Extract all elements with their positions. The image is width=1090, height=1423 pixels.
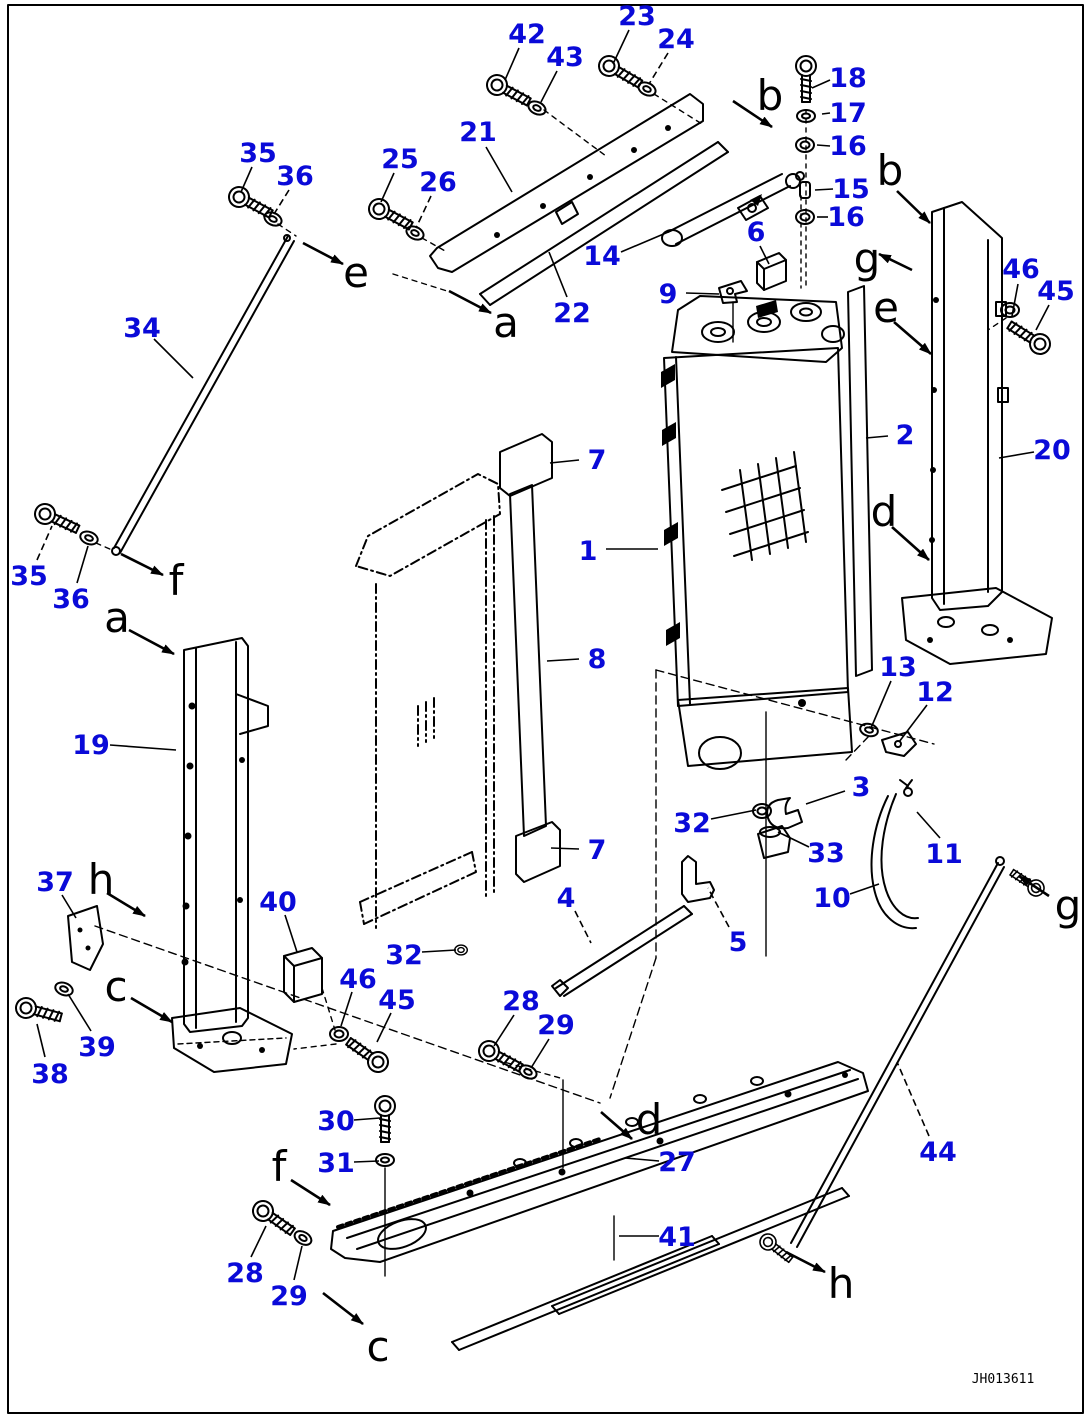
leader-12 (899, 705, 927, 742)
leader-32c (711, 810, 756, 819)
leader-13 (871, 681, 891, 728)
view-letter-f-2: f (271, 1142, 287, 1191)
leader-43 (541, 71, 557, 102)
leader-29t (531, 1039, 549, 1068)
leader-30 (354, 1118, 380, 1120)
callout-20: 20 (1033, 435, 1071, 466)
view-letter-h-1: h (87, 855, 115, 904)
callout-24: 24 (657, 24, 695, 55)
callout-5: 5 (728, 927, 748, 958)
callout-21: 21 (459, 117, 497, 148)
callout-33: 33 (807, 838, 845, 869)
view-letter-f-1: f (168, 556, 184, 605)
callout-34: 34 (123, 313, 161, 344)
leader-24 (649, 53, 668, 84)
callout-40: 40 (259, 887, 297, 918)
leader-27 (625, 1158, 659, 1161)
leader-35L (37, 526, 52, 560)
left-hardware-art (32, 501, 112, 550)
callout-43: 43 (546, 42, 584, 73)
callout-25: 25 (381, 144, 419, 175)
view-letter-h-2: h (827, 1259, 855, 1308)
view-letter-c-2: c (366, 1322, 390, 1371)
view-letter-g-2: g (1054, 881, 1082, 930)
leader-9 (686, 293, 719, 294)
callout-7t: 7 (587, 445, 607, 476)
callout-31: 31 (317, 1148, 355, 1179)
side-strip-2-art (848, 286, 872, 676)
callout-38: 38 (31, 1059, 69, 1090)
callout-23: 23 (618, 1, 656, 32)
leader-31 (354, 1161, 379, 1162)
leader-33 (778, 832, 809, 847)
callout-12: 12 (916, 677, 954, 708)
leader-40 (285, 915, 297, 952)
leader-26 (416, 196, 431, 228)
leader-42 (505, 48, 519, 80)
leader-18 (812, 80, 830, 88)
callout-29b: 29 (270, 1281, 308, 1312)
view-letter-e-1: e (343, 248, 369, 297)
view-letter-g-1: g (853, 234, 881, 283)
leader-36L (77, 546, 88, 583)
leader-44 (897, 1062, 929, 1136)
clamp-9-block-6-art (719, 253, 786, 303)
rod-34-art (112, 235, 294, 555)
view-arrow-a-1 (449, 291, 491, 313)
callout-30: 30 (317, 1106, 355, 1137)
callout-17: 17 (829, 98, 867, 129)
callout-45b: 45 (378, 985, 416, 1016)
callout-46r: 46 (1002, 254, 1040, 285)
callout-42: 42 (508, 19, 546, 50)
leader-14 (621, 230, 673, 252)
view-letter-c-1: c (104, 962, 128, 1011)
callout-22: 22 (553, 298, 591, 329)
callout-16b: 16 (827, 202, 865, 233)
callout-19: 19 (72, 730, 110, 761)
seal-bars-41-art (452, 1188, 849, 1350)
callout-16a: 16 (829, 131, 867, 162)
leader-22 (549, 252, 567, 297)
leader-45b (377, 1013, 391, 1042)
callout-11: 11 (925, 839, 963, 870)
leader-2 (866, 436, 888, 438)
view-letter-a-1: a (493, 298, 519, 347)
left-bracket-19-art (172, 638, 292, 1072)
leader-23 (613, 30, 629, 64)
view-arrow-c-2 (323, 1293, 363, 1324)
leader-28b (251, 1226, 266, 1257)
leader-11 (917, 812, 940, 838)
leader-28t (494, 1015, 514, 1046)
callout-37: 37 (36, 867, 74, 898)
bottom-frame-27-art (331, 1062, 868, 1262)
leader-32b (422, 950, 456, 952)
view-arrow-e-1 (303, 243, 343, 264)
leader-37 (62, 895, 76, 918)
callout-45r: 45 (1037, 276, 1075, 307)
callout-10: 10 (813, 883, 851, 914)
phantom-radiator-art (356, 474, 500, 928)
callout-35t: 35 (239, 138, 277, 169)
callout-28b: 28 (226, 1258, 264, 1289)
leader-39 (68, 994, 91, 1031)
callout-41: 41 (658, 1222, 696, 1253)
callout-27: 27 (658, 1147, 696, 1178)
callout-29t: 29 (537, 1010, 575, 1041)
callout-9: 9 (658, 279, 678, 310)
view-letter-a-2: a (104, 593, 130, 642)
callout-3: 3 (851, 772, 871, 803)
callout-1: 1 (578, 536, 598, 567)
view-arrow-f-1 (121, 554, 163, 575)
callout-28t: 28 (502, 986, 540, 1017)
leader-38 (37, 1024, 45, 1057)
leader-29b (294, 1246, 302, 1280)
leader-5 (708, 888, 729, 927)
pipe-14-art (662, 172, 804, 288)
leader-20 (999, 452, 1034, 458)
callout-6: 6 (746, 217, 766, 248)
leader-3 (806, 791, 845, 804)
callout-26: 26 (419, 167, 457, 198)
callout-32b: 32 (385, 940, 423, 971)
bracket-5-strip-4-art (552, 856, 714, 996)
leader-4 (575, 911, 591, 943)
callout-46b: 46 (339, 964, 377, 995)
leader-8 (547, 659, 579, 661)
callout-35L: 35 (10, 561, 48, 592)
leader-45r (1036, 305, 1049, 330)
callout-2: 2 (895, 420, 915, 451)
callout-36t: 36 (276, 161, 314, 192)
construction-lines-art (95, 670, 934, 1103)
callout-14: 14 (583, 241, 621, 272)
view-letter-d-1: d (870, 487, 898, 536)
view-letter-b-2: b (876, 146, 904, 195)
callout-32c: 32 (673, 808, 711, 839)
leader-15 (815, 189, 833, 190)
leader-19 (110, 745, 176, 750)
view-arrow-b-2 (897, 191, 930, 223)
callout-8: 8 (587, 644, 607, 675)
callout-13: 13 (879, 652, 917, 683)
leader-7b (551, 848, 579, 849)
view-arrow-a-2 (129, 630, 174, 654)
callout-39: 39 (78, 1032, 116, 1063)
leader-16a (817, 145, 830, 146)
leader-25 (381, 173, 394, 202)
leader-36t (274, 190, 289, 214)
leader-34 (154, 339, 193, 378)
view-arrow-e-2 (894, 322, 931, 354)
view-arrow-c-1 (131, 998, 172, 1022)
callout-44: 44 (919, 1137, 957, 1168)
leader-35t (241, 167, 252, 192)
leader-7t (550, 460, 579, 463)
view-letter-e-2: e (873, 283, 899, 332)
foam-strip-art (500, 434, 560, 882)
view-arrow-f-2 (291, 1180, 330, 1205)
leader-46b (341, 992, 352, 1026)
callout-18: 18 (829, 63, 867, 94)
callout-4: 4 (556, 883, 576, 914)
leader-21 (486, 147, 512, 192)
view-arrow-g-1 (879, 254, 912, 270)
view-letter-b-1: b (756, 71, 784, 120)
callout-36L: 36 (52, 584, 90, 615)
callout-7b: 7 (587, 835, 607, 866)
callout-15: 15 (832, 174, 870, 205)
drawing-code: JH013611 (971, 1372, 1035, 1387)
view-letter-d-2: d (635, 1095, 663, 1144)
view-arrow-d-1 (892, 527, 929, 560)
view-arrow-h-2 (786, 1252, 825, 1272)
